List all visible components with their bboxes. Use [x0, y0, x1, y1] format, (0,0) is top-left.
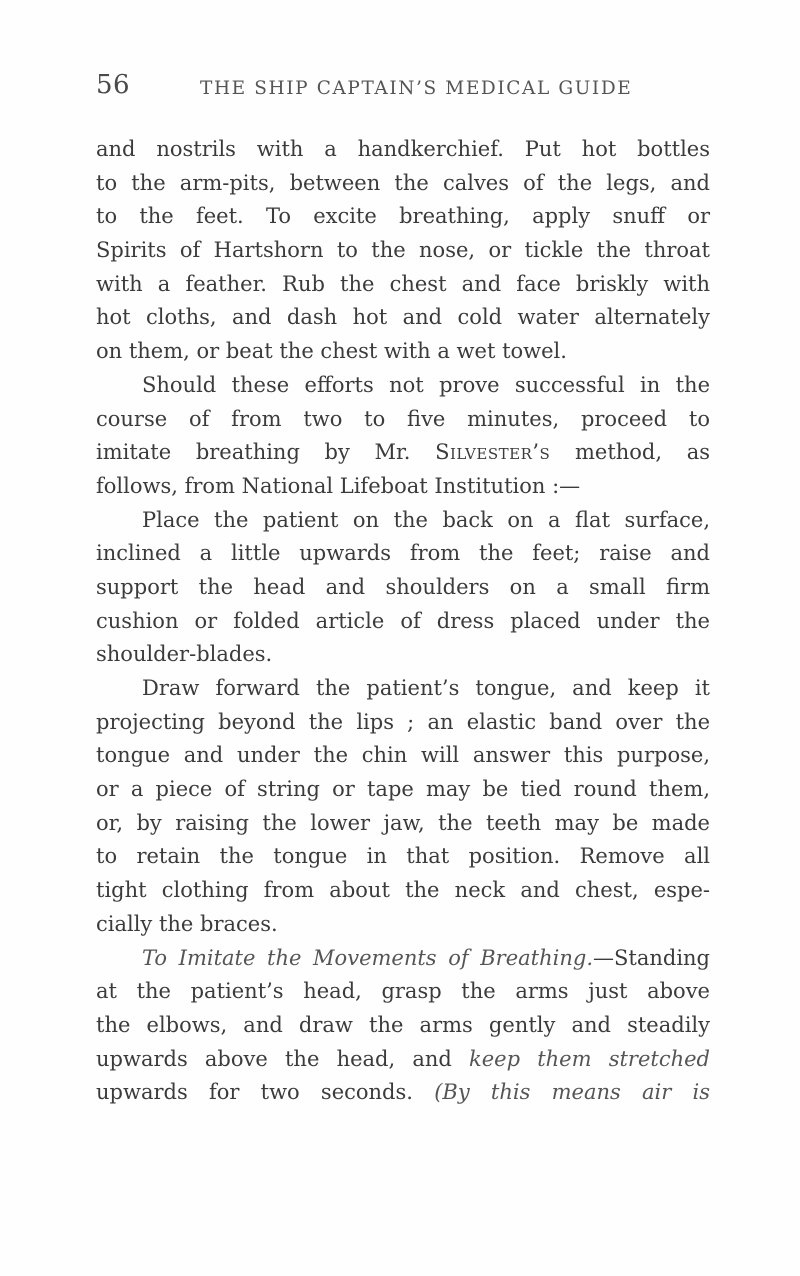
- body-text: [96, 133, 710, 1110]
- text-line: Should these efforts not prove successful in the: [142, 372, 710, 397]
- text-segment: upwards for two seconds.: [96, 1080, 435, 1105]
- text-line: [96, 942, 710, 976]
- text-line: projecting beyond the lips ; an elastic band over the: [96, 709, 710, 734]
- text-line: at the patient’s head, grasp the arms just above: [96, 979, 710, 1004]
- text-line: the elbows, and draw the arms gently and steadily: [96, 1012, 710, 1037]
- text-line: course of from two to five minutes, proceed to: [96, 406, 710, 431]
- text-segment: imitate breathing by Mr.: [96, 440, 436, 465]
- page-number: 56: [96, 70, 131, 100]
- text-line: hot cloths, and dash hot and cold water alternately: [96, 305, 710, 330]
- text-line: tongue and under the chin will answer this purpose,: [96, 743, 710, 768]
- running-title: THE SHIP CAPTAIN’S MEDICAL GUIDE: [200, 78, 633, 99]
- text-line: cially the braces.: [96, 911, 278, 936]
- section-heading: To Imitate the Movements of Breathing.: [142, 945, 593, 970]
- text-line: on them, or beat the chest with a wet towel.: [96, 339, 567, 364]
- text-line: to the arm-pits, between the calves of the legs, and: [96, 170, 710, 195]
- running-head: [96, 70, 716, 110]
- text-line: or a piece of string or tape may be tied round them,: [96, 777, 710, 802]
- text-line: to retain the tongue in that position. Remove all: [96, 844, 710, 869]
- text-line: tight clothing from about the neck and chest, espe-: [96, 878, 710, 903]
- text-line: follows, from National Lifeboat Institution :—: [96, 473, 581, 498]
- text-segment: method, as: [550, 440, 710, 465]
- text-segment: upwards above the head, and: [96, 1046, 470, 1071]
- text-line: cushion or folded article of dress placed under the: [96, 608, 710, 633]
- text-line: support the head and shoulders on a small firm: [96, 574, 710, 599]
- emphasis: keep them stretched: [469, 1046, 710, 1071]
- text-line: to the feet. To excite breathing, apply snuff or: [96, 204, 710, 229]
- text-line: [96, 1043, 710, 1077]
- text-line: Place the patient on the back on a flat surface,: [142, 507, 710, 532]
- text-line: inclined a little upwards from the feet; raise and: [96, 541, 710, 566]
- text-line: or, by raising the lower jaw, the teeth may be made: [96, 810, 710, 835]
- text-line: and nostrils with a handkerchief. Put hot bottles: [96, 137, 710, 161]
- text-line: shoulder-blades.: [96, 642, 273, 667]
- text-line: Spirits of Hartshorn to the nose, or tickle the throat: [96, 238, 710, 263]
- text-line: with a feather. Rub the chest and face briskly with: [96, 271, 710, 296]
- emphasis: (By this means air is: [434, 1080, 711, 1105]
- text-line: [96, 1076, 710, 1110]
- text-line: [96, 436, 710, 470]
- text-line: Draw forward the patient’s tongue, and keep it: [142, 676, 710, 700]
- author-name: Silvester’s: [435, 440, 551, 465]
- text-segment: —Standing: [593, 945, 710, 970]
